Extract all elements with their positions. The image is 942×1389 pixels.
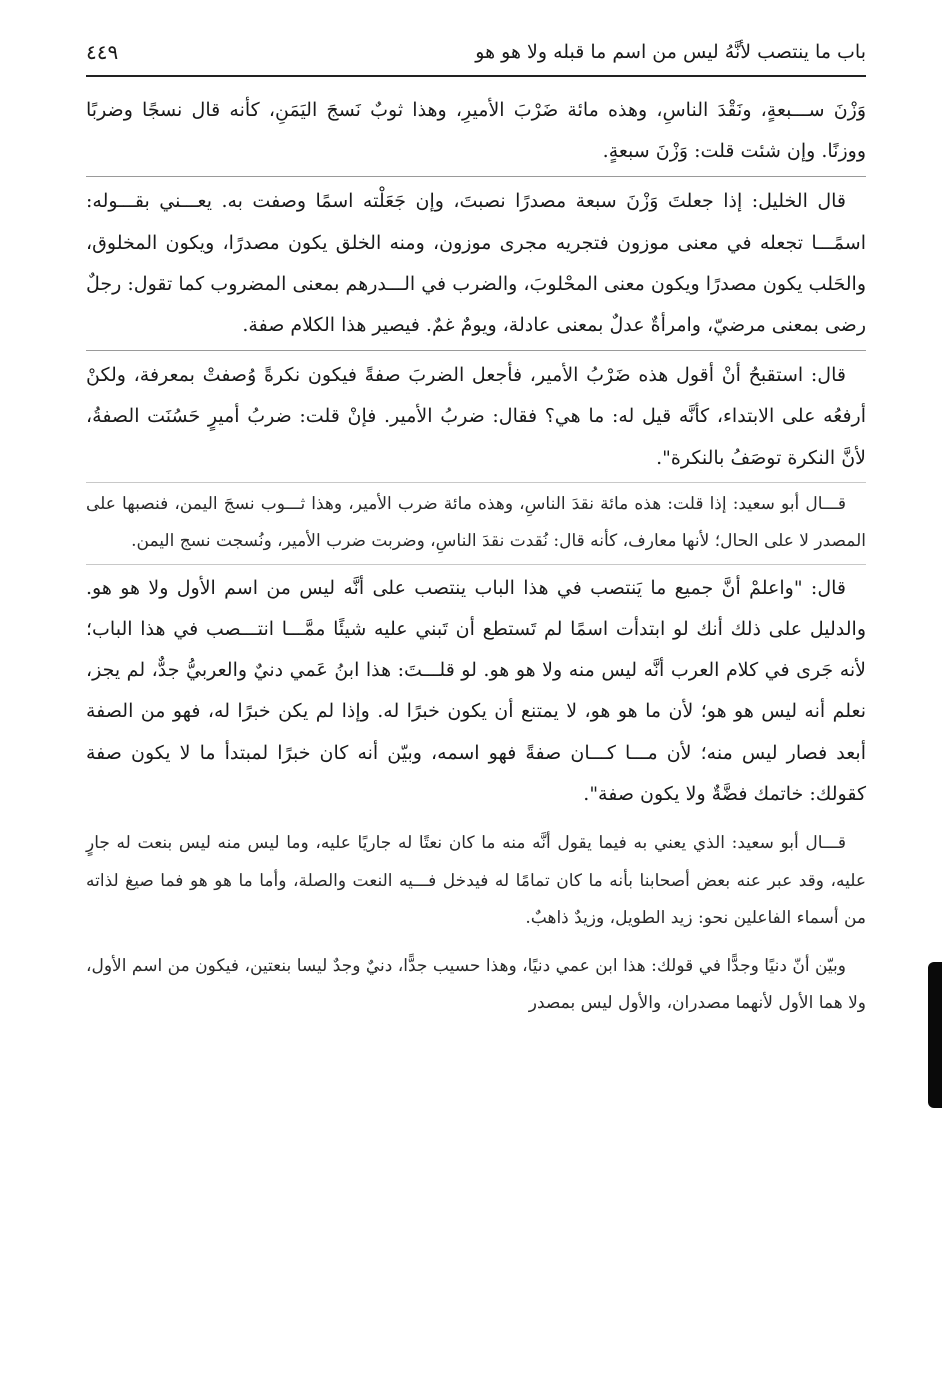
page-number: ٤٤٩ — [86, 40, 119, 64]
paragraph-abu-said-comment: قـــال أبو سعيد: إذا قلت: هذه مائة نقدَ الناسِ، وهذه مائة ضرب الأمير، وهذا ثـــوب نسجَ اليمن، فنصبها على المصدر لا على الحال؛ لأنها معارف، كأنه قال: نُقدت نقدَ الناسِ، وضربت ضرب الأمير، ونُسجت نسج اليمن. — [86, 493, 866, 552]
text-body — [86, 90, 866, 1023]
paragraph-closing: وبيّن أنّ دنيًا وجدًّا في قولك: هذا ابن عمي دنيًا، وهذا حسيب جدًّا، دنيٌ وجدٌ ليسا بنعتين، فيكون من اسم الأول، ولا هما الأول لأنهما مصدران، والأول ليس بمصدر — [86, 955, 866, 1014]
section-separator — [86, 350, 866, 351]
page-edge-shadow — [928, 962, 942, 1108]
header-rule — [86, 75, 866, 77]
chapter-title: باب ما ينتصب لأنَّهُ ليس من اسم ما قبله ولا هو هو — [475, 41, 866, 63]
paragraph-sibawayh-quote: قال: استقبحُ أنْ أقول هذه ضَرْبُ الأمير، فأجعل الضربَ صفةً فيكون نكرةً وُصفتْ بمعرفة، ولكنْ أرفعُه على الابتداء، كأنَّه قيل له: ما هي؟ فقال: ضربُ الأمير. فإنْ قلت: ضربُ أميرٍ حَسُنَت الصفةُ، لأنَّ النكرة توصَفُ بالنكرة". — [86, 364, 866, 469]
running-header — [86, 30, 866, 74]
paragraph-khalil: قال الخليل: إذا جعلتَ وَزْنَ سبعة مصدرًا نصبتَ، وإن جَعَلْته اسمًا وصفت به. يعـــني بقـــوله: اسمًـــا تجعله في معنى موزون فتجريه مجرى موزون، ومنه الخلق يكون مصدرًا، ويكون المخلوق، والحَلب يكون مصدرًا ويكون معنى المحْلوبَ، والضرب في الـــدرهم بمعنى المضروب كما تقول: رجلٌ رضى بمعنى مرضيّ، وامرأةٌ عدلٌ بمعنى عادلة، ويومٌ غمٌ. فيصير هذا الكلام صفة. — [86, 190, 866, 337]
paragraph-sibawayh-rule: قال: "واعلمْ أنَّ جميع ما يَنتصب في هذا الباب ينتصب على أنَّه ليس من اسم الأول ولا هو هو. والدليل على ذلك أنك لو ابتدأت اسمًا لم تَستطع أن تَبني عليه شيئًا ممَّـــا انتـــصب في هذا الباب؛ لأنه جَرى في كلام العرب أنَّه ليس منه ولا هو هو. لو قلـــتَ: هذا ابنُ عَمي دنيٌ والعربيُّ جدٌّ، لم يجز، نعلم أنه ليس هو هو؛ لأن ما هو هو، لا يمتنع أن يكون خبرًا له. وإذا لم يكن خبرًا له، فهو من الصفة أبعد فصار ليس منه؛ لأن مـــا كـــان صفةً فهو اسمه، وبيّن أنه كان خبرًا لمبتدأ ما لا يكون صفة كقولك: خاتمك فضَّةٌ ولا يكون صفة". — [86, 576, 866, 805]
section-separator — [86, 176, 866, 177]
spacer — [86, 815, 866, 825]
paragraph-abu-said-explanation: قـــال أبو سعيد: الذي يعني به فيما يقول أنَّه منه ما كان نعتًا له جاريًا عليه، وما ليس منه ليس بنعت له جارٍ عليه، وقد عبر عنه بعض أصحابنا بأنه ما كان تمامًا له فيدخل فـــيه النعت والصلة، وأما ما هو هو فما صيغ لذاته من أسماء الفاعلين نحو: زيد الطويل، وزيدٌ ذاهبٌ. — [86, 833, 866, 929]
section-separator — [86, 482, 866, 483]
paragraph-continuation: وَزْنَ ســـبعةٍ، ونَقْدَ الناسِ، وهذه مائة ضَرْبَ الأميرِ، وهذا ثوبٌ نَسجَ اليَمَنِ، كأنه قال نسجًا وضربًا ووزنًا. وإن شئت قلت: وَزْنَ سبعةٍ. — [86, 99, 866, 163]
spacer — [86, 938, 866, 948]
section-separator — [86, 564, 866, 565]
